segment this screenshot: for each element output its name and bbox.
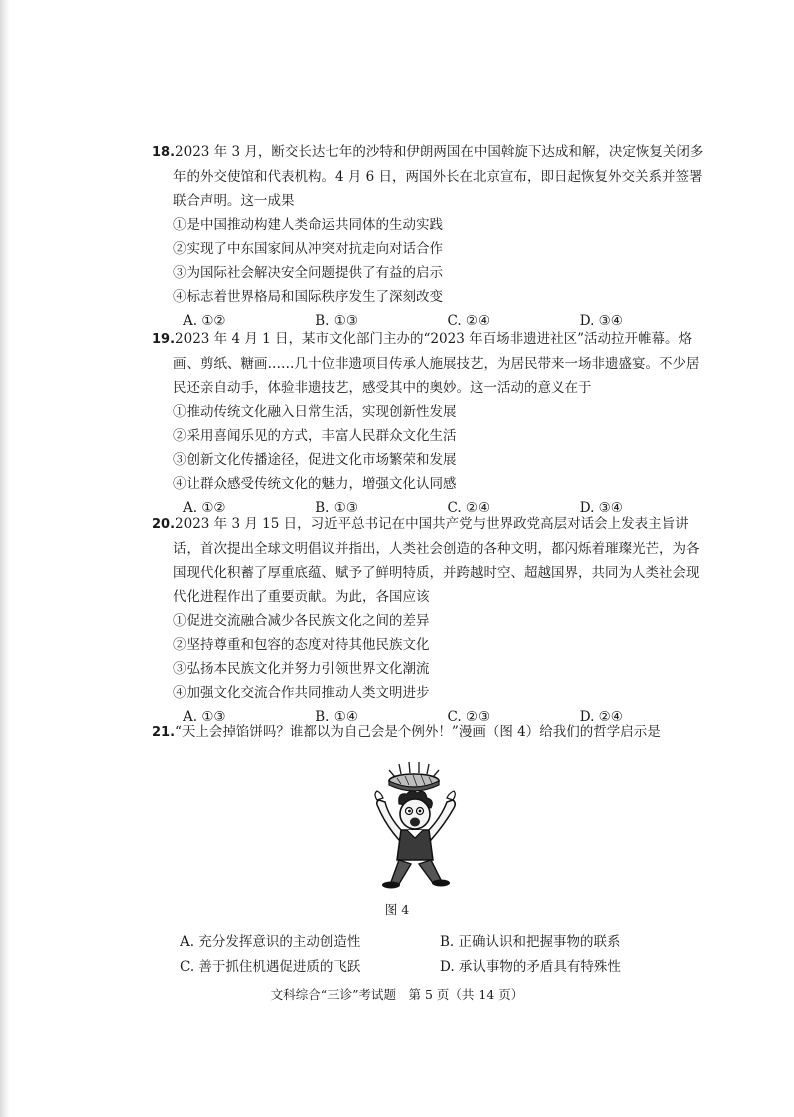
choice-b: B. ①④ [315,709,358,725]
statement-2: ②采用喜闻乐见的方式，丰富人民群众文化生活 [173,428,457,444]
statement-2: ②坚持尊重和包容的态度对待其他民族文化 [173,637,430,653]
question-18 [152,140,712,333]
statement-2: ②实现了中东国家间从冲突对抗走向对话合作 [173,241,443,257]
figure-caption: 图 4 [384,902,410,917]
question-number: 21. [152,725,176,740]
statement-1: ①促进交流融合减少各民族文化之间的差异 [173,613,430,629]
statement-1: ①推动传统文化融入日常生活，实现创新性发展 [173,404,457,420]
options-row-1 [180,930,700,955]
question-text: 2023 年 4 月 1 日，某市文化部门主办的“2023 年百场非遗进社区”活动拉开帷幕。烙画、剪纸、糖画……几十位非遗项目传承人施展技艺，为居民带来一场非遗盛宴。不少居民还亲自动手，体验非遗技艺，感受其中的奥妙。这一活动的意义在于 [173,331,700,396]
choice-c: C. ②③ [447,709,491,725]
question-text: 2023 年 3 月，断交长达七年的沙特和伊朗两国在中国斡旋下达成和解，决定恢复关闭多年的外交使馆和代表机构。4 月 6 日，两国外长在北京宣布，即日起恢复外交关系并签署联合声明。这一成果 [173,144,704,209]
choice-c: C. ②④ [447,500,491,516]
choice-a: A. ①② [183,313,226,329]
statement-4: ④标志着世界格局和国际秩序发生了深刻改变 [173,289,443,305]
choice-d: D. ②④ [579,709,623,725]
question-21-options [180,930,700,980]
cartoon-man-with-falling-pie-illustration [355,760,475,890]
choice-b: B. ①③ [315,313,358,329]
statement-3: ③为国际社会解决安全问题提供了有益的启示 [173,265,443,281]
statement-4: ④加强文化交流合作共同推动人类文明进步 [173,685,430,701]
question-19-stem [152,327,712,400]
question-20 [152,512,712,729]
statement-3: ③弘扬本民族文化并努力引领世界文化潮流 [173,661,430,677]
statement-4: ④让群众感受传统文化的魅力，增强文化认同感 [173,476,457,492]
choice-b: B. ①③ [315,500,358,516]
question-20-stem [152,512,712,609]
question-text: “天上会掉馅饼吗？谁都以为自己会是个例外！”漫画（图 4）给我们的哲学启示是 [175,724,661,740]
cartoon-svg [355,760,475,890]
question-18-stem [152,140,712,213]
choice-c: C. ②④ [447,313,491,329]
option-a: A. 充分发挥意识的主动创造性 [180,934,361,950]
option-d: D. 承认事物的矛盾具有特殊性 [440,959,621,975]
page-footer: 文科综合“三诊”考试题 第 5 页（共 14 页） [270,987,524,1002]
option-b: B. 正确认识和把握事物的联系 [440,934,621,950]
question-number: 19. [152,332,176,347]
question-21 [152,720,712,745]
question-19 [152,327,712,520]
choice-a: A. ①③ [183,709,226,725]
options-row-2 [180,955,700,980]
question-text: 2023 年 3 月 15 日，习近平总书记在中国共产党与世界政党高层对话会上发表主旨讲话，首次提出全球文明倡议并指出，人类社会创造的各种文明，都闪烁着璀璨光芒，为各国现代化积蓄了厚重底蕴、赋予了鲜明特质，并跨越时空、超越国界，共同为人类社会现代化进程作出了重要贡献。为此，各国应该 [173,516,700,605]
choice-d: D. ③④ [579,313,623,329]
statement-1: ①是中国推动构建人类命运共同体的生动实践 [173,217,443,233]
choice-d: D. ③④ [579,500,623,516]
question-number: 18. [152,145,176,160]
question-21-stem [152,720,712,745]
option-c: C. 善于抓住机遇促进质的飞跃 [180,959,361,975]
question-number: 20. [152,517,176,532]
choice-a: A. ①② [183,500,226,516]
statement-3: ③创新文化传播途径，促进文化市场繁荣和发展 [173,452,457,468]
